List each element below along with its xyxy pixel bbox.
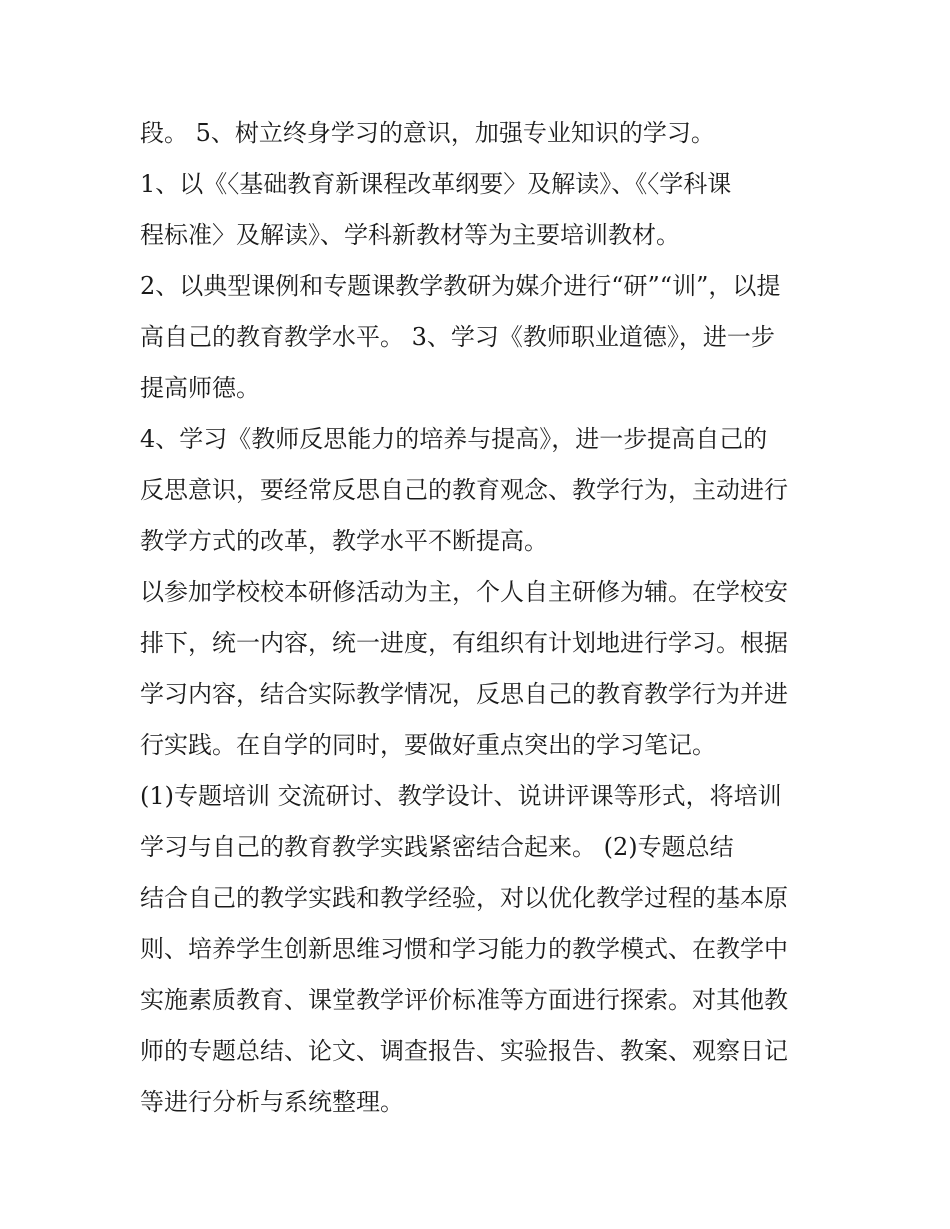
text-line: 则、培养学生创新思维习惯和学习能力的教学模式、在教学中 xyxy=(140,935,788,963)
text-line: 学习与自己的教育教学实践紧密结合起来。 (2)专题总结 xyxy=(140,833,734,861)
text-line: 高自己的教育教学水平。 3、学习《教师职业道德》，进一步 xyxy=(140,323,775,351)
text-line: 等进行分析与系统整理。 xyxy=(140,1088,404,1116)
text-line: 学习内容，结合实际教学情况，反思自己的教育教学行为并进 xyxy=(140,680,788,708)
text-line: 实施素质教育、课堂教学评价标准等方面进行探索。对其他教 xyxy=(140,986,788,1014)
text-line: 程标准〉及解读》、学科新教材等为主要培训教材。 xyxy=(140,221,680,249)
text-line: (1)专题培训 交流研讨、教学设计、说讲评课等形式，将培训 xyxy=(140,782,782,810)
text-line: 提高师德。 xyxy=(140,374,260,402)
text-line: 排下，统一内容，统一进度，有组织有计划地进行学习。根据 xyxy=(140,629,788,657)
document-body xyxy=(140,108,820,1128)
text-line: 以参加学校校本研修活动为主，个人自主研修为辅。在学校安 xyxy=(140,578,788,606)
text-line: 行实践。在自学的同时，要做好重点突出的学习笔记。 xyxy=(140,731,716,759)
text-line: 结合自己的教学实践和教学经验，对以优化教学过程的基本原 xyxy=(140,884,788,912)
text-line: 2、以典型课例和专题课教学教研为媒介进行“研”“训”，以提 xyxy=(140,272,781,300)
text-line: 4、学习《教师反思能力的培养与提高》，进一步提高自己的 xyxy=(140,425,768,453)
text-line: 1、以《〈基础教育新课程改革纲要〉及解读》、《〈学科课 xyxy=(140,170,732,198)
text-line: 师的专题总结、论文、调查报告、实验报告、教案、观察日记 xyxy=(140,1037,788,1065)
text-line: 段。 5、树立终身学习的意识，加强专业知识的学习。 xyxy=(140,119,715,147)
text-line: 教学方式的改革，教学水平不断提高。 xyxy=(140,527,548,555)
text-line: 反思意识，要经常反思自己的教育观念、教学行为，主动进行 xyxy=(140,476,788,504)
